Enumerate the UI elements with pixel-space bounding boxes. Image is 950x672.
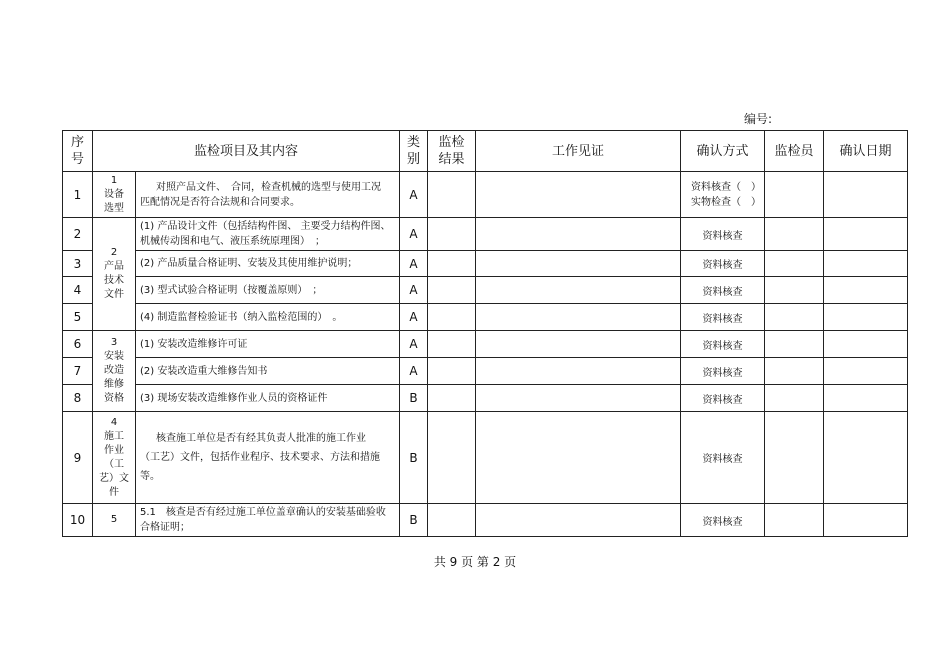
item-content: (3) 型式试验合格证明（按覆盖原则） ； bbox=[136, 277, 400, 304]
category-cell: B bbox=[400, 385, 428, 412]
item-content: 对照产品文件、 合同，检查机械的选型与使用工况匹配情况是否符合法规和合同要求。 bbox=[136, 172, 400, 218]
table-row bbox=[63, 277, 908, 304]
inspector-cell[interactable] bbox=[765, 331, 824, 358]
header-inspector: 监检员 bbox=[765, 131, 824, 172]
result-cell[interactable] bbox=[428, 331, 476, 358]
row-number: 4 bbox=[63, 277, 93, 304]
date-cell[interactable] bbox=[824, 218, 908, 251]
category-cell: A bbox=[400, 172, 428, 218]
header-work-evidence: 工作见证 bbox=[476, 131, 681, 172]
inspector-cell[interactable] bbox=[765, 218, 824, 251]
table-row bbox=[63, 385, 908, 412]
confirm-method-cell: 资料核查 bbox=[681, 504, 765, 537]
inspection-table bbox=[62, 130, 908, 537]
result-cell[interactable] bbox=[428, 385, 476, 412]
inspector-cell[interactable] bbox=[765, 385, 824, 412]
row-number: 8 bbox=[63, 385, 93, 412]
result-cell[interactable] bbox=[428, 304, 476, 331]
evidence-cell[interactable] bbox=[476, 331, 681, 358]
page-footer: 共 9 页 第 2 页 bbox=[433, 555, 517, 569]
row-number: 1 bbox=[63, 172, 93, 218]
row-number: 6 bbox=[63, 331, 93, 358]
header-inspection-item: 监检项目及其内容 bbox=[93, 131, 400, 172]
item-content: (2) 产品质量合格证明、安装及其使用维护说明； bbox=[136, 251, 400, 277]
date-cell[interactable] bbox=[824, 251, 908, 277]
date-cell[interactable] bbox=[824, 358, 908, 385]
inspector-cell[interactable] bbox=[765, 251, 824, 277]
item-content: 核查施工单位是否有经其负责人批准的施工作业（工艺）文件，包括作业程序、技术要求、方法和措施等。 bbox=[136, 412, 400, 504]
confirm-method-cell: 资料核查 bbox=[681, 251, 765, 277]
header-result: 监检 结果 bbox=[428, 131, 476, 172]
item-content: (3) 现场安装改造维修作业人员的资格证件 bbox=[136, 385, 400, 412]
evidence-cell[interactable] bbox=[476, 251, 681, 277]
table-row bbox=[63, 331, 908, 358]
evidence-cell[interactable] bbox=[476, 358, 681, 385]
table-row bbox=[63, 358, 908, 385]
header-confirm-date: 确认日期 bbox=[824, 131, 908, 172]
section-installation: 5 bbox=[93, 504, 136, 537]
table-row bbox=[63, 304, 908, 331]
table-row bbox=[63, 218, 908, 251]
evidence-cell[interactable] bbox=[476, 172, 681, 218]
category-cell: B bbox=[400, 504, 428, 537]
item-content: (4) 制造监督检验证书（纳入监检范围的） 。 bbox=[136, 304, 400, 331]
result-cell[interactable] bbox=[428, 172, 476, 218]
row-number: 5 bbox=[63, 304, 93, 331]
evidence-cell[interactable] bbox=[476, 385, 681, 412]
inspector-cell[interactable] bbox=[765, 504, 824, 537]
inspector-cell[interactable] bbox=[765, 412, 824, 504]
result-cell[interactable] bbox=[428, 277, 476, 304]
category-cell: A bbox=[400, 251, 428, 277]
category-cell: B bbox=[400, 412, 428, 504]
item-content: (2) 安装改造重大维修告知书 bbox=[136, 358, 400, 385]
confirm-method-cell: 资料核查 bbox=[681, 412, 765, 504]
result-cell[interactable] bbox=[428, 218, 476, 251]
date-cell[interactable] bbox=[824, 172, 908, 218]
document-number-label: 编号: bbox=[744, 112, 773, 126]
section-qualification: 3 安装 改造 维修 资格 bbox=[93, 331, 136, 412]
confirm-method-cell: 资料核查（ ） 实物检查（ ） bbox=[681, 172, 765, 218]
section-work-procedure: 4 施工 作业 （工 艺）文 件 bbox=[93, 412, 136, 504]
header-serial-no: 序 号 bbox=[63, 131, 93, 172]
date-cell[interactable] bbox=[824, 331, 908, 358]
confirm-method-cell: 资料核查 bbox=[681, 277, 765, 304]
date-cell[interactable] bbox=[824, 504, 908, 537]
confirm-method-cell: 资料核查 bbox=[681, 331, 765, 358]
row-number: 7 bbox=[63, 358, 93, 385]
table-header-row bbox=[63, 131, 908, 172]
header-category: 类 别 bbox=[400, 131, 428, 172]
category-cell: A bbox=[400, 358, 428, 385]
evidence-cell[interactable] bbox=[476, 304, 681, 331]
row-number: 9 bbox=[63, 412, 93, 504]
date-cell[interactable] bbox=[824, 385, 908, 412]
evidence-cell[interactable] bbox=[476, 218, 681, 251]
header-confirm-method: 确认方式 bbox=[681, 131, 765, 172]
category-cell: A bbox=[400, 277, 428, 304]
section-equipment-selection: 1 设备 选型 bbox=[93, 172, 136, 218]
result-cell[interactable] bbox=[428, 504, 476, 537]
evidence-cell[interactable] bbox=[476, 412, 681, 504]
inspector-cell[interactable] bbox=[765, 304, 824, 331]
inspector-cell[interactable] bbox=[765, 358, 824, 385]
confirm-method-cell: 资料核查 bbox=[681, 385, 765, 412]
category-cell: A bbox=[400, 331, 428, 358]
inspector-cell[interactable] bbox=[765, 277, 824, 304]
item-content: (1) 安装改造维修许可证 bbox=[136, 331, 400, 358]
date-cell[interactable] bbox=[824, 277, 908, 304]
result-cell[interactable] bbox=[428, 251, 476, 277]
evidence-cell[interactable] bbox=[476, 504, 681, 537]
inspector-cell[interactable] bbox=[765, 172, 824, 218]
row-number: 2 bbox=[63, 218, 93, 251]
row-number: 10 bbox=[63, 504, 93, 537]
date-cell[interactable] bbox=[824, 304, 908, 331]
category-cell: A bbox=[400, 304, 428, 331]
result-cell[interactable] bbox=[428, 412, 476, 504]
table-row bbox=[63, 251, 908, 277]
category-cell: A bbox=[400, 218, 428, 251]
table-row bbox=[63, 172, 908, 218]
row-number: 3 bbox=[63, 251, 93, 277]
confirm-method-cell: 资料核查 bbox=[681, 358, 765, 385]
item-content: (1) 产品设计文件（包括结构件图、 主要受力结构件图、机械传动图和电气、液压系统原理图） ； bbox=[136, 218, 400, 251]
table-row bbox=[63, 412, 908, 504]
confirm-method-cell: 资料核查 bbox=[681, 218, 765, 251]
evidence-cell[interactable] bbox=[476, 277, 681, 304]
confirm-method-cell: 资料核查 bbox=[681, 304, 765, 331]
table-row bbox=[63, 504, 908, 537]
item-content: 5.1 核查是否有经过施工单位盖章确认的安装基础验收合格证明； bbox=[136, 504, 400, 537]
date-cell[interactable] bbox=[824, 412, 908, 504]
section-product-tech-docs: 2 产品 技术 文件 bbox=[93, 218, 136, 331]
result-cell[interactable] bbox=[428, 358, 476, 385]
